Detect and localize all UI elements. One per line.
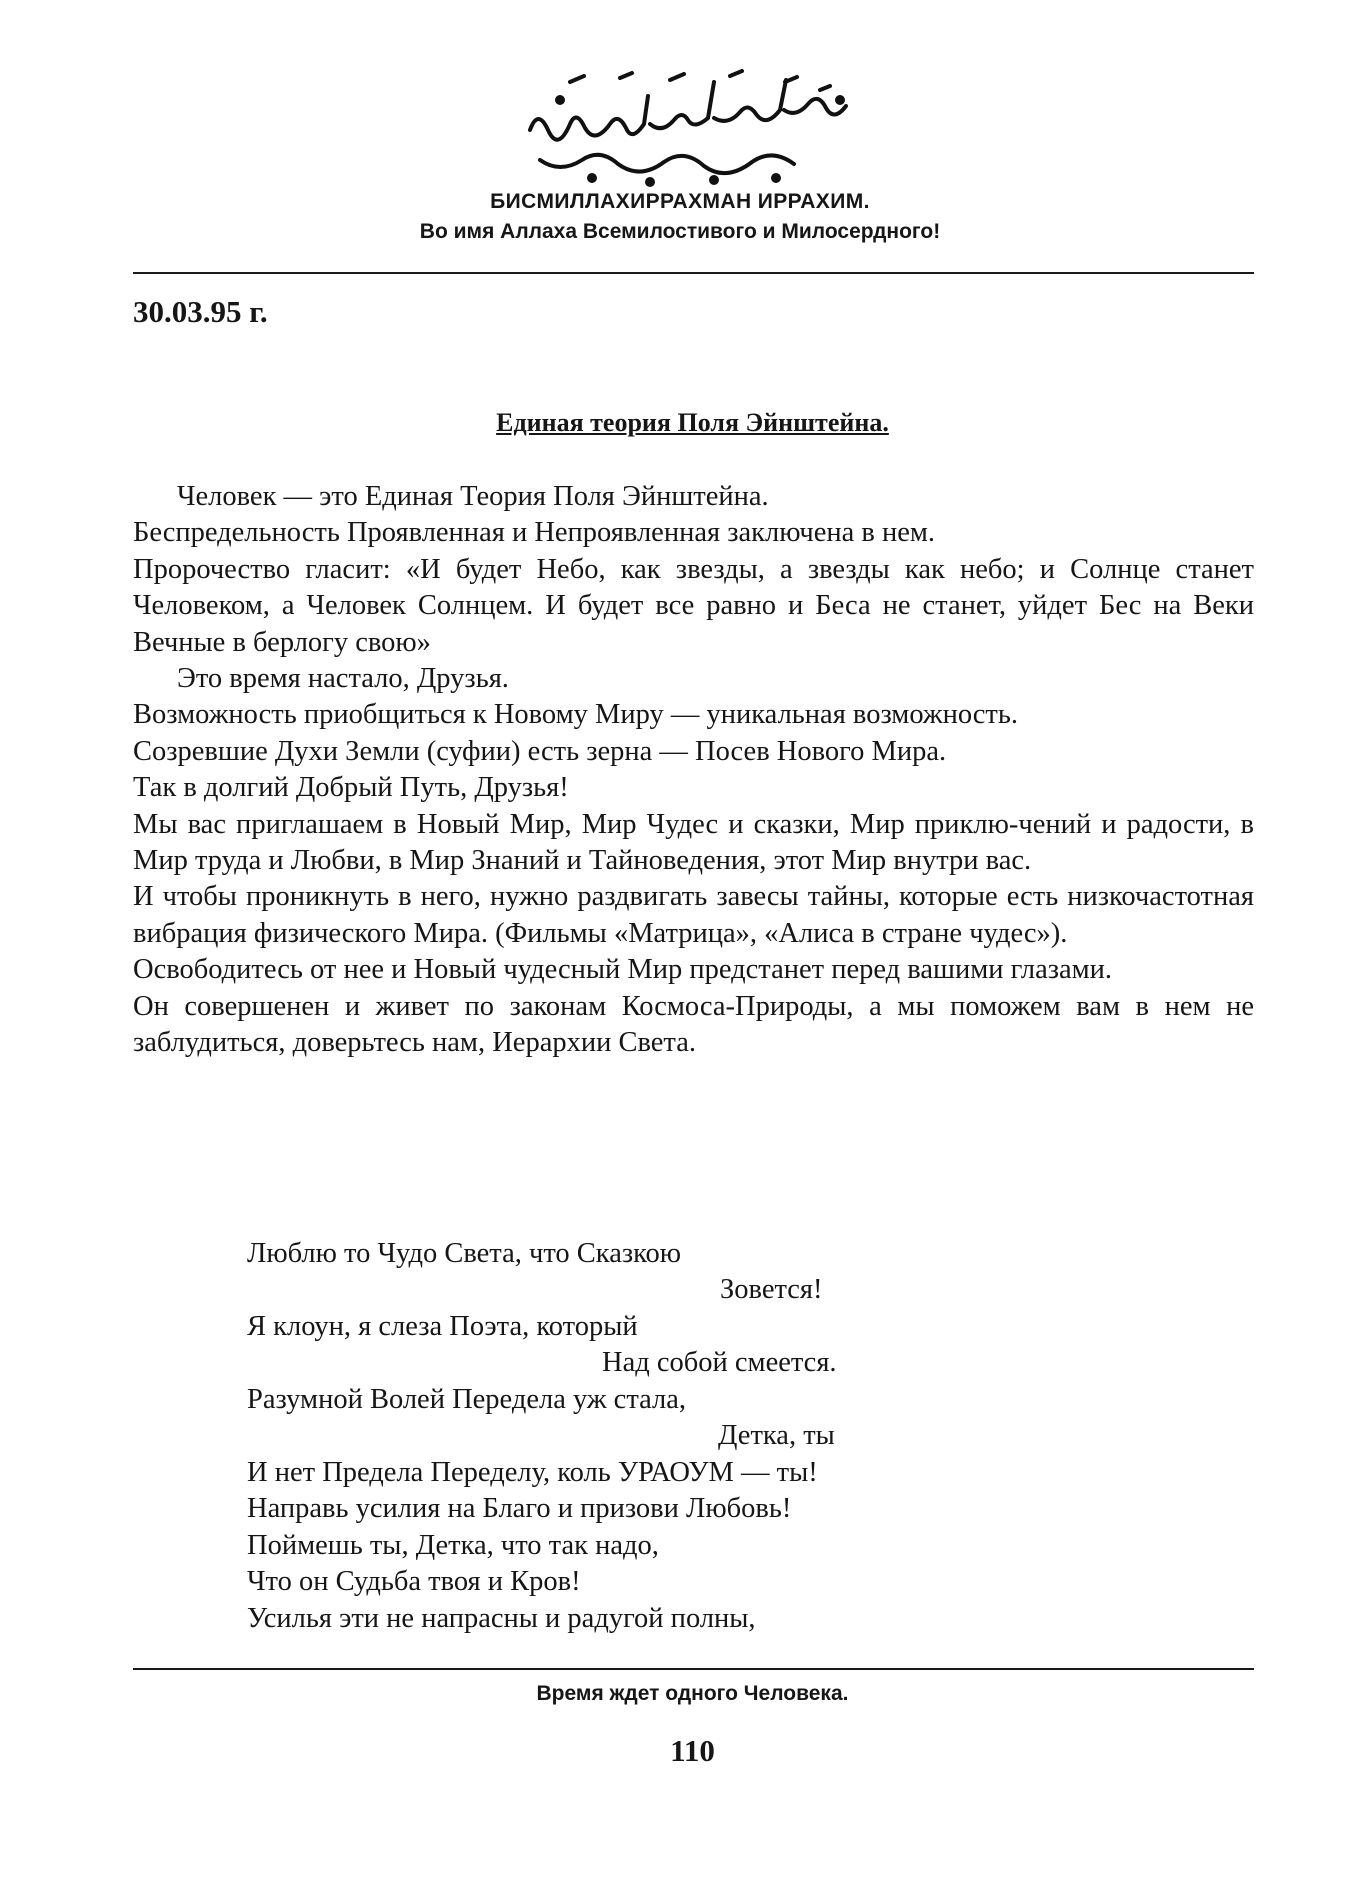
paragraph: Так в долгий Добрый Путь, Друзья! — [133, 772, 569, 804]
paragraph: Мы вас приглашаем в Новый Мир, Мир Чудес и сказки, Мир приклю-чений и радости, в Мир труда и Любви, в Мир Знаний и Тайноведения, этот Мир внутри вас. — [133, 808, 1254, 877]
paragraph: Освободитесь от нее и Новый чудесный Мир предстанет перед вашими глазами. — [133, 954, 1113, 986]
paragraph: Беспредельность Проявленная и Непроявленная заключена в нем. — [133, 517, 936, 549]
paragraph: Человек — это Единая Теория Поля Эйнштейна. — [177, 481, 769, 512]
article-body — [133, 479, 1254, 1062]
poem-line: Усилья эти не напрасны и радугой полны, — [247, 1603, 756, 1634]
poem-line: Детка, ты — [718, 1420, 835, 1451]
header-divider — [133, 272, 1254, 274]
poem-line: Я клоун, я слеза Поэта, который — [247, 1311, 638, 1342]
poem-line: И нет Предела Переделу, коль УРАОУМ — ты! — [247, 1457, 818, 1488]
page-number: 110 — [670, 1733, 715, 1768]
article-title: Единая теория Поля Эйнштейна. — [496, 408, 889, 437]
poem-line: Над собой смеется. — [602, 1347, 837, 1378]
poem-line: Поймешь ты, Детка, что так надо, — [247, 1530, 659, 1561]
entry-date: 30.03.95 г. — [133, 294, 268, 329]
poem-line: Люблю то Чудо Света, что Сказкою — [247, 1238, 682, 1269]
header-title: БИСМИЛЛАХИРРАХМАН ИРРАХИМ. — [490, 190, 870, 213]
poem-line: Что он Судьба твоя и Кров! — [247, 1566, 581, 1597]
paragraph: Созревшие Духи Земли (суфии) есть зерна — Посев Нового Мира. — [133, 735, 947, 767]
bismillah-calligraphy — [500, 60, 870, 200]
paragraph: Возможность приобщиться к Новому Миру — уникальная возможность. — [133, 699, 1019, 731]
paragraph: Пророчество гласит: «И будет Небо, как звезды, а звезды как небо; и Солнце станет Человеком, а Человек Солнцем. И будет все равно и Беса не станет, уйдет Бес на Веки Вечные в берлогу свою» — [133, 553, 1254, 658]
footer-divider — [133, 1668, 1254, 1670]
footer-motto: Время ждет одного Человека. — [536, 1682, 849, 1705]
poem-line: Направь усилия на Благо и призови Любовь! — [247, 1493, 792, 1524]
poem-line: Зовется! — [720, 1274, 823, 1305]
paragraph: Это время настало, Друзья. — [177, 663, 509, 695]
header-subtitle: Во имя Аллаха Всемилостивого и Милосердного! — [419, 220, 941, 243]
poem-line: Разумной Волей Передела уж стала, — [247, 1384, 687, 1415]
paragraph: И чтобы проникнуть в него, нужно раздвигать завесы тайны, которые есть низкочастотная вибрация физического Мира. (Фильмы «Матрица», «Алиса в стране чудес»). — [133, 881, 1254, 949]
paragraph: Он совершенен и живет по законам Космоса-Природы, а мы поможем вам в нем не заблудиться, доверьтесь нам, Иерархии Света. — [133, 990, 1254, 1059]
